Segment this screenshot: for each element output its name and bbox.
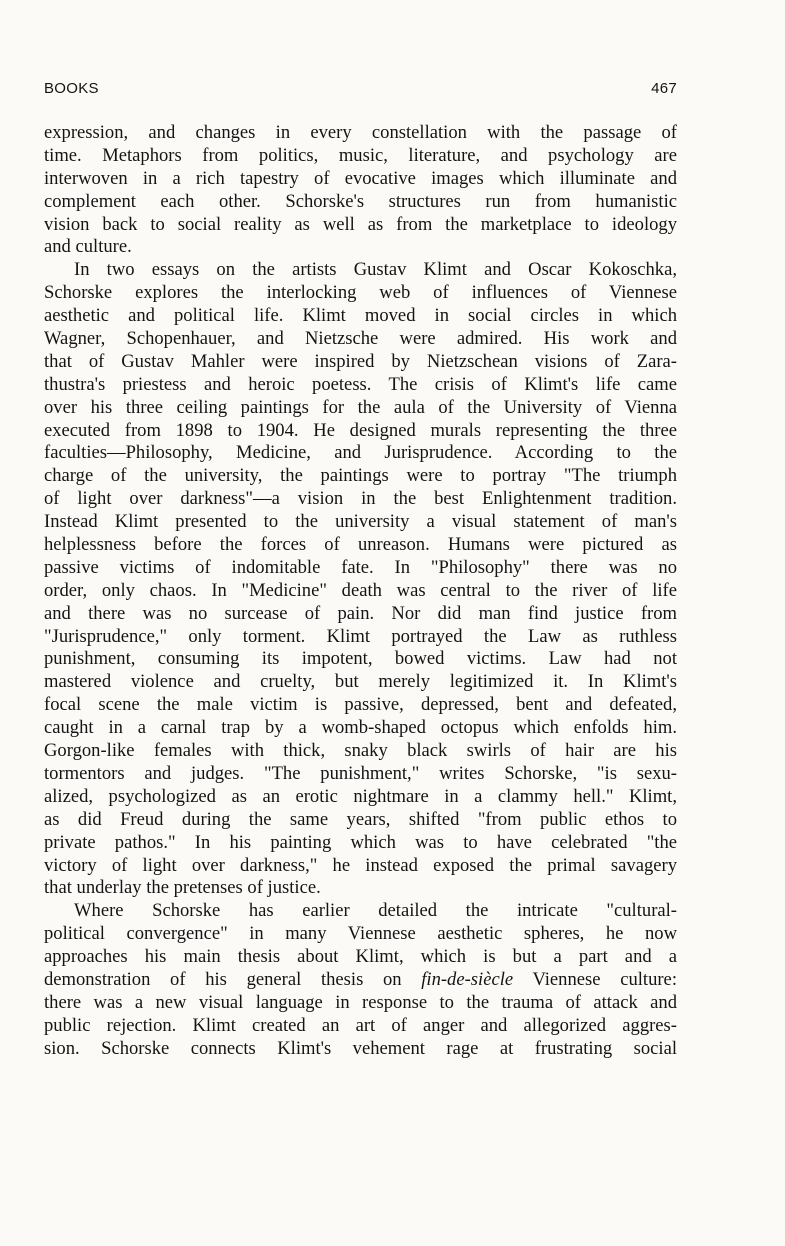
text-line: Instead Klimt presented to the university a visual statement of man's [44, 511, 677, 533]
text-line: alized, psychologized as an erotic nightmare in a clammy hell." Klimt, [44, 785, 677, 807]
text-line: expression, and changes in every constellation with the passage of [44, 122, 677, 143]
section-title: BOOKS [44, 80, 99, 97]
text-line: tormentors and judges. "The punishment," writes Schorske, "is sexu- [44, 762, 677, 784]
text-line: and culture. [44, 236, 132, 258]
text-line: caught in a carnal trap by a womb-shaped octopus which enfolds him. [44, 717, 677, 739]
text-line: Gorgon-like females with thick, snaky black swirls of hair are his [44, 740, 677, 762]
text-line: over his three ceiling paintings for the aula of the University of Vienna [44, 396, 677, 418]
text-line: passive victims of indomitable fate. In "Philosophy" there was no [44, 556, 677, 578]
text-line: mastered violence and cruelty, but merely legitimized it. In Klimt's [44, 671, 677, 693]
text-line: punishment, consuming its impotent, bowed victims. Law had not [44, 648, 677, 670]
text-line: interwoven in a rich tapestry of evocative images which illuminate and [44, 167, 677, 189]
text-line: sion. Schorske connects Klimt's vehement rage at frustrating social [44, 1037, 677, 1059]
text-line: political convergence" in many Viennese aesthetic spheres, he now [44, 923, 677, 945]
text-line: complement each other. Schorske's structures run from humanistic [44, 190, 677, 212]
text-line: faculties—Philosophy, Medicine, and Jurisprudence. According to the [44, 442, 677, 464]
text-line: charge of the university, the paintings were to portray "The triumph [44, 465, 677, 487]
text-line: "Jurisprudence," only torment. Klimt portrayed the Law as ruthless [44, 625, 677, 647]
text-line: thustra's priestess and heroic poetess. The crisis of Klimt's life came [44, 373, 677, 395]
text-line: Schorske explores the interlocking web of influences of Viennese [44, 282, 677, 304]
text-line: order, only chaos. In "Medicine" death was central to the river of life [44, 579, 677, 601]
text-line: and there was no surcease of pain. Nor did man find justice from [44, 602, 677, 624]
text-line: as did Freud during the same years, shifted "from public ethos to [44, 808, 677, 830]
text-line: of light over darkness"—a vision in the best Enlightenment tradition. [44, 488, 677, 510]
page-number: 467 [651, 80, 677, 97]
text-line: executed from 1898 to 1904. He designed murals representing the three [44, 419, 677, 441]
text-line: approaches his main thesis about Klimt, which is but a part and a [44, 946, 677, 968]
text-segment: demonstration of his general thesis on [44, 968, 422, 990]
text-line: that of Gustav Mahler were inspired by Nietzschean visions of Zara- [44, 350, 677, 372]
text-line: aesthetic and political life. Klimt moved in social circles in which [44, 305, 677, 327]
body-text [44, 122, 677, 1061]
text-line: In two essays on the artists Gustav Klimt and Oscar Kokoschka, [74, 259, 677, 281]
text-line: helplessness before the forces of unreason. Humans were pictured as [44, 534, 677, 556]
text-line: private pathos." In his painting which was to have celebrated "the [44, 831, 677, 853]
text-line: public rejection. Klimt created an art of anger and allegorized aggres- [44, 1014, 677, 1036]
text-line: time. Metaphors from politics, music, literature, and psychology are [44, 144, 677, 166]
text-line: Wagner, Schopenhauer, and Nietzsche were admired. His work and [44, 328, 677, 350]
text-line: vision back to social reality as well as from the marketplace to ideology [44, 213, 677, 235]
text-line: victory of light over darkness," he instead exposed the primal savagery [44, 854, 677, 876]
running-head [44, 80, 677, 100]
text-line-with-italic [44, 969, 677, 992]
text-line: there was a new visual language in response to the trauma of attack and [44, 991, 677, 1013]
text-line: Where Schorske has earlier detailed the intricate "cultural- [74, 900, 677, 922]
text-segment: Viennese culture: [513, 968, 677, 990]
italic-term: fin-de-siècle [421, 968, 514, 990]
text-line: focal scene the male victim is passive, depressed, bent and defeated, [44, 694, 677, 716]
text-line: that underlay the pretenses of justice. [44, 877, 321, 899]
